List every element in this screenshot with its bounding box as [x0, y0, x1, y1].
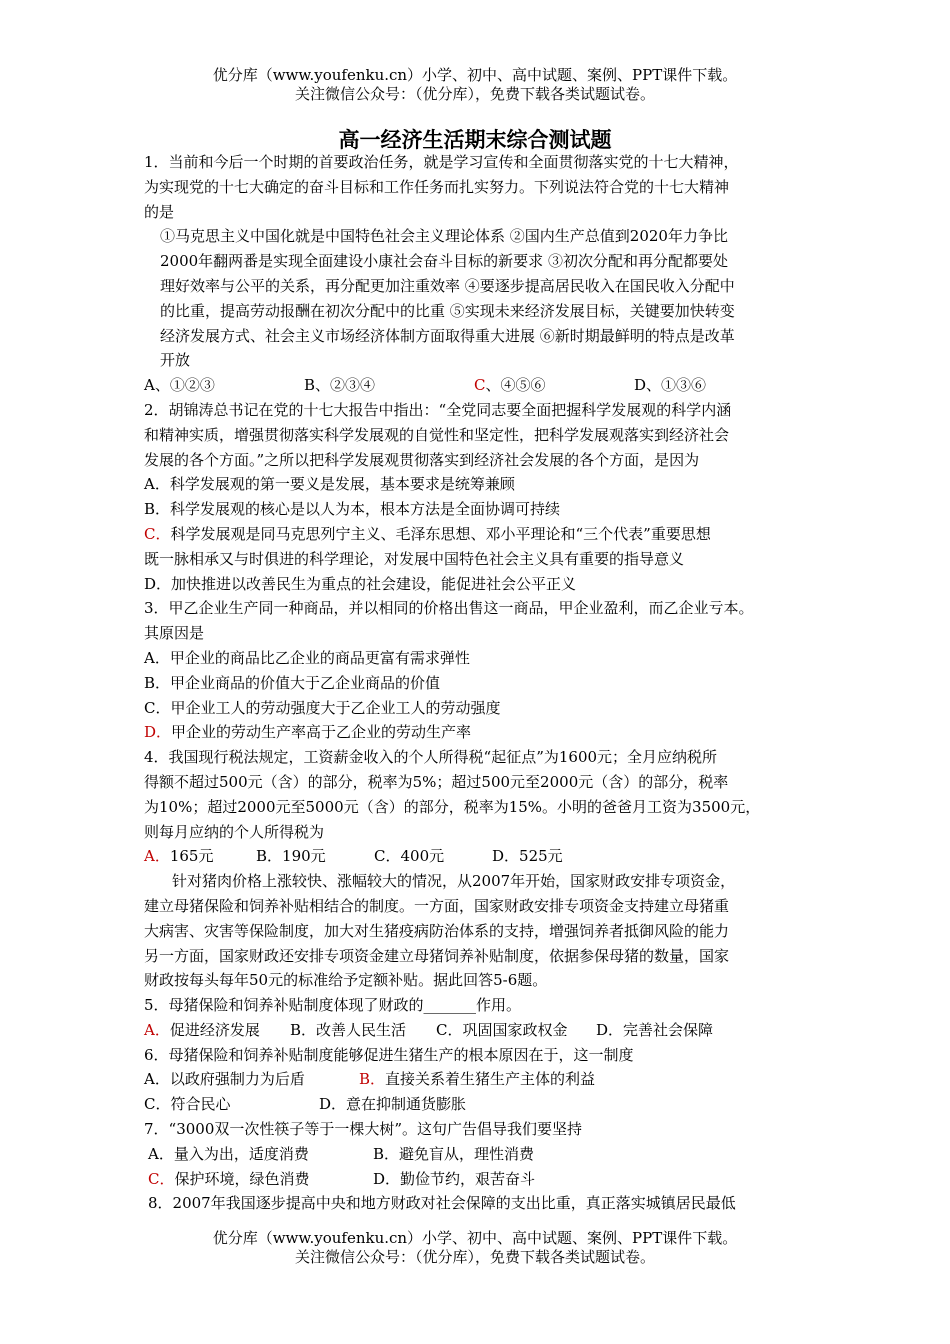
q6-option-c: C．符合民心 [144, 1095, 231, 1114]
q6-option-a: A．以政府强制力为后盾 [144, 1070, 305, 1089]
q4-option-a [144, 844, 256, 869]
q3-option-a: A．甲企业的商品比乙企业的商品更富有需求弹性 [144, 648, 470, 667]
q1-statement-line: 的比重，提高劳动报酬在初次分配中的比重 ⑤实现未来经济发展目标，关键要加快转变 [160, 301, 735, 320]
q3-stem-line: 3．甲乙企业生产同一种商品，并以相同的价格出售这一商品，甲企业盈利，而乙企业亏本。 [144, 599, 754, 618]
q7-answer-mark: C． [148, 1169, 175, 1188]
q2-option-b: B．科学发展观的核心是以人为本，根本方法是全面协调可持续 [144, 500, 561, 519]
q7-options-row1 [144, 1142, 816, 1167]
material-line: 另一方面，国家财政还安排专项资金建立母猪饲养补贴制度，依据参保母猪的数量，国家 [144, 946, 730, 965]
q1-option-a: A、①②③ [144, 376, 215, 395]
q1-option-d: D、①③⑥ [634, 376, 707, 395]
q1-option-b: B、②③④ [304, 376, 376, 395]
material-line: 财政按每头每年50元的标准给予定额补贴。据此回答5-6题。 [144, 971, 548, 990]
q7-stem: 7．“3000双一次性筷子等于一棵大树”。这句广告倡导我们要坚持 [144, 1120, 583, 1139]
q3-option-b: B．甲企业商品的价值大于乙企业商品的价值 [144, 673, 441, 692]
q4-answer-mark: A． [144, 847, 170, 866]
q7-option-c [148, 1167, 373, 1192]
q6-stem: 6．母猪保险和饲养补贴制度能够促进生猪生产的根本原因在于，这一制度 [144, 1045, 634, 1064]
header-line-2: 关注微信公众号：（优分库），免费下载各类试题试卷。 [294, 85, 655, 103]
footer-line-2: 关注微信公众号：（优分库），免费下载各类试题试卷。 [294, 1248, 655, 1266]
q4-option-a-text: 165元 [169, 847, 214, 866]
q2-option-a: A．科学发展观的第一要义是发展，基本要求是统筹兼顾 [144, 475, 515, 494]
q6-option-b [359, 1067, 595, 1092]
q7-option-b: B．避免盲从，理性消费 [373, 1144, 535, 1163]
footer-line-1: 优分库（www.youfenku.cn）小学、初中、高中试题、案例、PPT课件下载。 [212, 1229, 738, 1247]
material-line: 建立母猪保险和饲养补贴相结合的制度。一方面，国家财政安排专项资金支持建立母猪重 [144, 896, 730, 915]
q4-stem-line: 4．我国现行税法规定，工资薪金收入的个人所得税“起征点”为1600元；全月应纳税所 [144, 748, 718, 767]
q3-option-d-text: 甲企业的劳动生产率高于乙企业的劳动生产率 [171, 723, 472, 742]
q4-option-c: C．400元 [374, 847, 445, 866]
q6-options-row2 [144, 1092, 816, 1117]
q5-stem: 5．母猪保险和饲养补贴制度体现了财政的_______作用。 [144, 996, 522, 1015]
q2-option-d: D．加快推进以改善民生为重点的社会建设，能促进社会公平正义 [144, 574, 577, 593]
q8-stem: 8．2007年我国逐步提高中央和地方财政对社会保障的支出比重，真正落实城镇居民最低 [148, 1194, 736, 1213]
q1-statement-line: ①马克思主义中国化就是中国特色社会主义理论体系 ②国内生产总值到2020年力争比 [160, 227, 728, 246]
question-list [144, 150, 816, 1216]
q4-options [144, 844, 816, 869]
q6-option-b-text: 直接关系着生猪生产主体的利益 [385, 1070, 596, 1089]
q1-statement-line: 经济发展方式、社会主义市场经济体制方面取得重大进展 ⑥新时期最鲜明的特点是改革 [160, 326, 735, 345]
q1-options [144, 373, 816, 398]
q2-option-c [144, 522, 816, 547]
q7-option-a: A．量入为出，适度消费 [148, 1144, 309, 1163]
q1-statement-line: 开放 [160, 351, 191, 370]
q6-answer-mark: B． [359, 1070, 386, 1089]
q2-stem-line: 发展的各个方面。”之所以把科学发展观贯彻落实到经济社会发展的各个方面，是因为 [144, 450, 700, 469]
q7-option-d: D．勤俭节约，艰苦奋斗 [373, 1169, 536, 1188]
q4-option-b: B．190元 [256, 847, 326, 866]
q3-option-d [144, 720, 816, 745]
q4-option-d: D．525元 [492, 847, 563, 866]
q2-stem-line: 2．胡锦涛总书记在党的十七大报告中指出：“全党同志要全面把握科学发展观的科学内涵 [144, 400, 732, 419]
q5-option-a-text: 促进经济发展 [169, 1020, 260, 1039]
q5-option-d: D．完善社会保障 [596, 1020, 714, 1039]
q2-option-c-text: 科学发展观是同马克思列宁主义、毛泽东思想、邓小平理论和“三个代表”重要思想 [170, 524, 711, 543]
q7-option-c-text: 保护环境，绿色消费 [174, 1169, 310, 1188]
q4-stem-line: 为10%；超过2000元至5000元（含）的部分，税率为15%。小明的爸爸月工资为3500元， [144, 797, 761, 816]
material-line: 大病害、灾害等保险制度，加大对生猪疫病防治体系的支持，增强饲养者抵御风险的能力 [144, 921, 730, 940]
q5-answer-mark: A． [144, 1020, 170, 1039]
q1-stem-line: 为实现党的十七大确定的奋斗目标和工作任务而扎实努力。下列说法符合党的十七大精神 [144, 177, 730, 196]
q1-stem-line: 1．当前和今后一个时期的首要政治任务，就是学习宣传和全面贯彻落实党的十七大精神， [144, 153, 739, 171]
q7-options-row2 [144, 1167, 816, 1192]
q1-option-c-text: 、④⑤⑥ [485, 376, 546, 395]
page-footer [0, 1229, 950, 1267]
page-header [0, 66, 950, 104]
q6-option-d: D．意在抑制通货膨胀 [319, 1095, 467, 1114]
q2-answer-mark: C． [144, 524, 171, 543]
q1-statement-line: 2000年翻两番是实现全面建设小康社会奋斗目标的新要求 ③初次分配和再分配都要处 [160, 252, 728, 271]
q5-option-c: C．巩固国家政权金 [436, 1020, 568, 1039]
q5-options [144, 1018, 816, 1043]
header-line-1: 优分库（www.youfenku.cn）小学、初中、高中试题、案例、PPT课件下载。 [212, 66, 738, 84]
q6-options-row1 [144, 1067, 816, 1092]
q4-stem-line: 得额不超过500元（含）的部分，税率为5%；超过500元至2000元（含）的部分，税率 [144, 772, 729, 791]
q2-stem-line: 和精神实质，增强贯彻落实科学发展观的自觉性和坚定性，把科学发展观落实到经济社会 [144, 425, 730, 444]
page-title: 高一经济生活期末综合测试题 [338, 128, 612, 152]
q1-stem-line: 的是 [144, 202, 175, 221]
q5-option-a [144, 1018, 290, 1043]
q3-stem-line: 其原因是 [144, 624, 205, 643]
q4-stem-line: 则每月应纳的个人所得税为 [144, 822, 325, 841]
q1-option-c [474, 373, 634, 398]
q3-answer-mark: D． [144, 723, 172, 742]
q5-option-b: B．改善人民生活 [290, 1020, 407, 1039]
q3-option-c: C．甲企业工人的劳动强度大于乙企业工人的劳动强度 [144, 698, 501, 717]
q1-statement-line: 理好效率与公平的关系，再分配更加注重效率 ④要逐步提高居民收入在国民收入分配中 [160, 276, 735, 295]
q1-answer-mark: C [474, 376, 486, 395]
q2-option-c-continued: 既一脉相承又与时俱进的科学理论，对发展中国特色社会主义具有重要的指导意义 [144, 549, 685, 568]
material-line: 针对猪肉价格上涨较快、涨幅较大的情况，从2007年开始，国家财政安排专项资金， [172, 872, 736, 891]
